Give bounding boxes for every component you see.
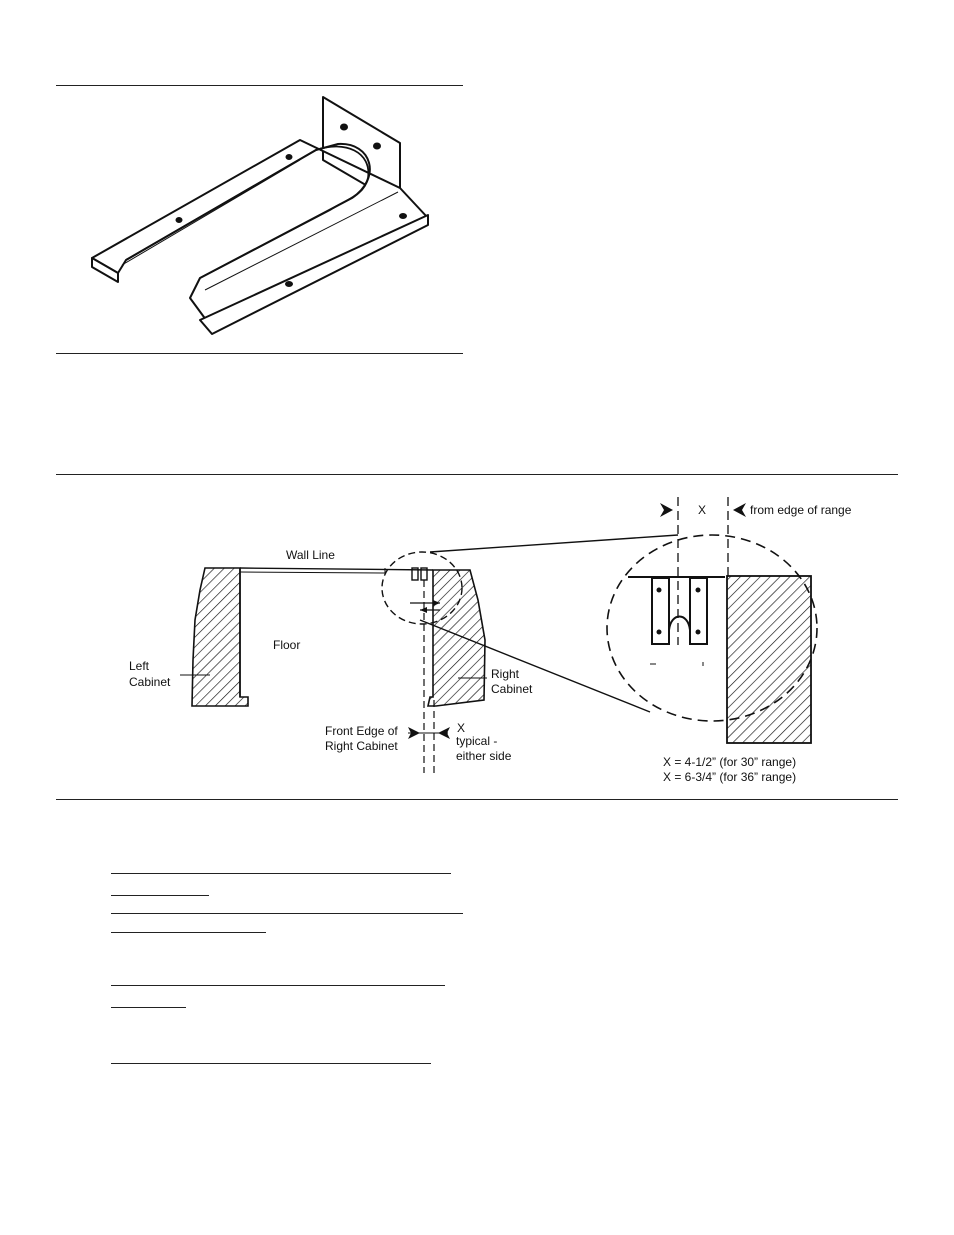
x-note-line2: either side (456, 749, 512, 763)
wall-line-label: Wall Line (286, 548, 335, 562)
x-note-line1: typical - (456, 734, 498, 748)
front-edge-label-line1: Front Edge of (325, 724, 398, 738)
front-edge-label-line2: Right Cabinet (325, 739, 398, 753)
dimension-30-range: X = 4-1/2” (for 30” range) (663, 755, 797, 769)
from-edge-label: from edge of range (750, 503, 852, 517)
left-cabinet-label-line2: Cabinet (129, 675, 171, 689)
left-cabinet-label-line1: Left (129, 659, 150, 673)
floor-label: Floor (273, 638, 301, 652)
right-cabinet-label-line1: Right (491, 667, 520, 681)
right-cabinet-shape (428, 570, 485, 706)
x-symbol: X (457, 721, 466, 735)
right-cabinet-label-line2: Cabinet (491, 682, 533, 696)
detail-x-symbol: X (698, 503, 707, 517)
detail-cabinet (727, 576, 811, 743)
dimension-36-range: X = 6-3/4” (for 36” range) (663, 770, 797, 784)
